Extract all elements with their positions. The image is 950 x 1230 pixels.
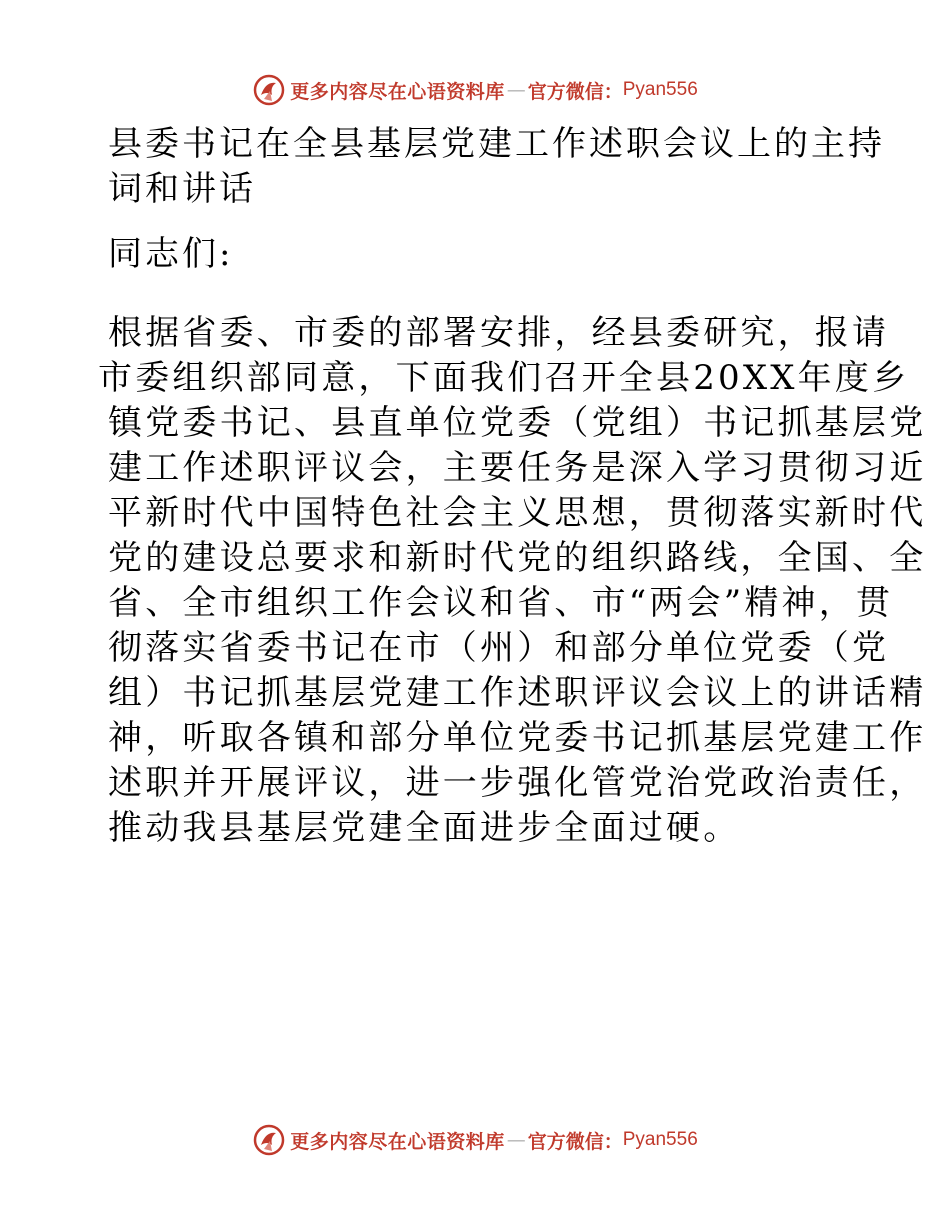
banner-separator: — [506,1129,526,1151]
footer-watermark-banner [0,1120,950,1160]
body-line: 平新时代中国特色社会主义思想，贯彻落实新时代 [108,493,927,533]
wechat-label: 官方微信： [527,1130,623,1153]
header-watermark-banner [0,70,950,110]
body-line: 省、全市组织工作会议和省、市“两会”精神，贯 [108,583,894,623]
brand-text: 更多内容尽在心语资料库 [290,1130,505,1153]
body-line: 镇党委书记、县直单位党委（党组）书记抓基层党 [108,403,927,443]
wechat-id: Pyan556 [622,1129,698,1150]
wechat-label: 官方微信： [527,80,623,103]
body-line: 彻落实省委书记在市（州）和部分单位党委（党 [108,628,890,668]
body-paragraph [98,311,927,851]
banner-separator: — [506,79,526,101]
ribbon-logo-icon [252,73,286,107]
document-body [98,122,927,851]
body-line: 神，听取各镇和部分单位党委书记抓基层党建工作 [108,718,927,758]
document-title [98,122,885,212]
body-line: 市委组织部同意，下面我们召开全县20XX年度乡 [98,358,910,398]
wechat-id: Pyan556 [622,79,698,100]
title-line: 词和讲话 [108,169,256,209]
body-line: 建工作述职评议会，主要任务是深入学习贯彻习近 [108,448,927,488]
title-line: 县委书记在全县基层党建工作述职会议上的主持 [108,124,885,164]
brand-text: 更多内容尽在心语资料库 [290,80,505,103]
body-line: 述职并开展评议，进一步强化管党治党政治责任， [108,763,927,803]
body-line: 组）书记抓基层党建工作述职评议会议上的讲话精 [108,673,927,713]
body-line: 推动我县基层党建全面进步全面过硬。 [108,808,741,848]
greeting: 同志们: [108,234,234,274]
body-line: 党的建设总要求和新时代党的组织路线，全国、全 [108,538,927,578]
body-line: 根据省委、市委的部署安排，经县委研究，报请 [108,313,890,353]
ribbon-logo-icon [252,1123,286,1157]
